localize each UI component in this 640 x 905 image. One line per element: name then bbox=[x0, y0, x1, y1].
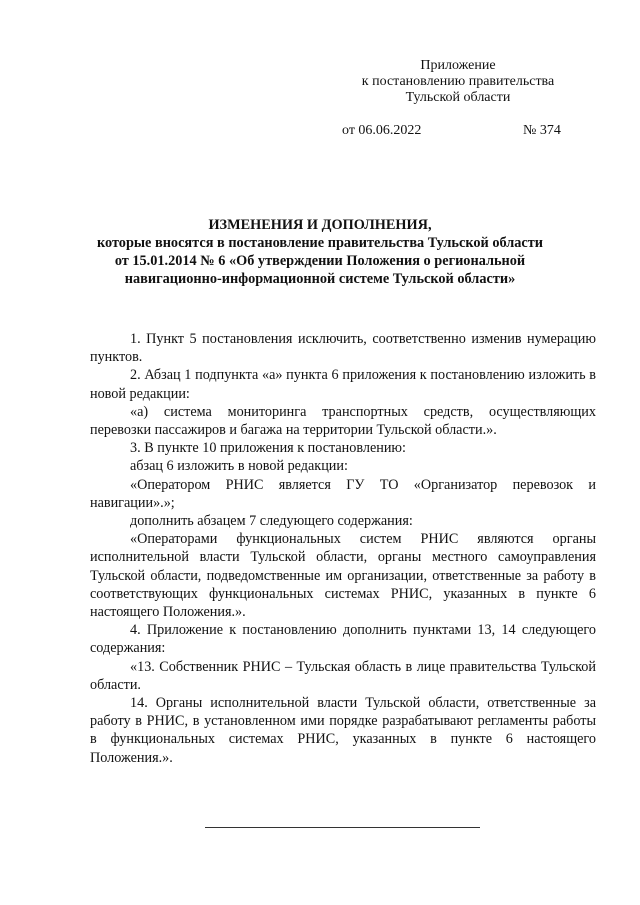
paragraph-8: «Операторами функциональных систем РНИС являются органы исполнительной власти Тульской области, органы местного самоуправления Тульской области, подведомственные им организации, ответственные за работу в соответствующих функциональных системах РНИС, указанных в пункте 6 настоящего Положения.». bbox=[90, 531, 596, 621]
appendix-header bbox=[330, 58, 586, 106]
appendix-line-3: Тульской области bbox=[405, 90, 511, 105]
paragraph-9: 4. Приложение к постановлению дополнить пунктами 13, 14 следующего содержания: bbox=[90, 622, 596, 657]
paragraph-11: 14. Органы исполнительной власти Тульской области, ответственные за работу в РНИС, в установленном ими порядке разрабатывают регламенты работы в функциональных системах РНИС, указанных в пункте 6 настоящего Положения.». bbox=[90, 695, 596, 766]
document-number: № 374 bbox=[523, 123, 561, 138]
title-line-4: навигационно-информационной системе Тульской области» bbox=[124, 271, 516, 287]
paragraph-5: абзац 6 изложить в новой редакции: bbox=[130, 458, 348, 475]
paragraph-1: 1. Пункт 5 постановления исключить, соответственно изменив нумерацию пунктов. bbox=[90, 331, 596, 366]
appendix-line-2: к постановлению правительства bbox=[361, 74, 555, 89]
appendix-line-1: Приложение bbox=[420, 58, 496, 73]
title-line-3: от 15.01.2014 № 6 «Об утверждении Положения о региональной bbox=[114, 253, 526, 269]
paragraph-3: «а) система мониторинга транспортных средств, осуществляющих перевозки пассажиров и багажа на территории Тульской области.». bbox=[90, 403, 596, 439]
title-line-1: ИЗМЕНЕНИЯ И ДОПОЛНЕНИЯ, bbox=[208, 217, 432, 233]
title-line-2: которые вносятся в постановление правительства Тульской области bbox=[96, 235, 544, 251]
paragraph-2: 2. Абзац 1 подпункта «а» пункта 6 приложения к постановлению изложить в новой редакции: bbox=[90, 367, 596, 402]
paragraph-10: «13. Собственник РНИС – Тульская область в лице правительства Тульской области. bbox=[90, 658, 596, 693]
document-title bbox=[60, 216, 580, 288]
paragraph-4: 3. В пункте 10 приложения к постановлению: bbox=[130, 440, 406, 457]
document-body bbox=[90, 330, 596, 767]
document-date: от 06.06.2022 bbox=[342, 123, 422, 138]
paragraph-6: «Оператором РНИС является ГУ ТО «Организатор перевозок и навигации».»; bbox=[90, 476, 596, 511]
paragraph-7: дополнить абзацем 7 следующего содержания: bbox=[130, 513, 413, 530]
closing-rule bbox=[205, 827, 480, 828]
